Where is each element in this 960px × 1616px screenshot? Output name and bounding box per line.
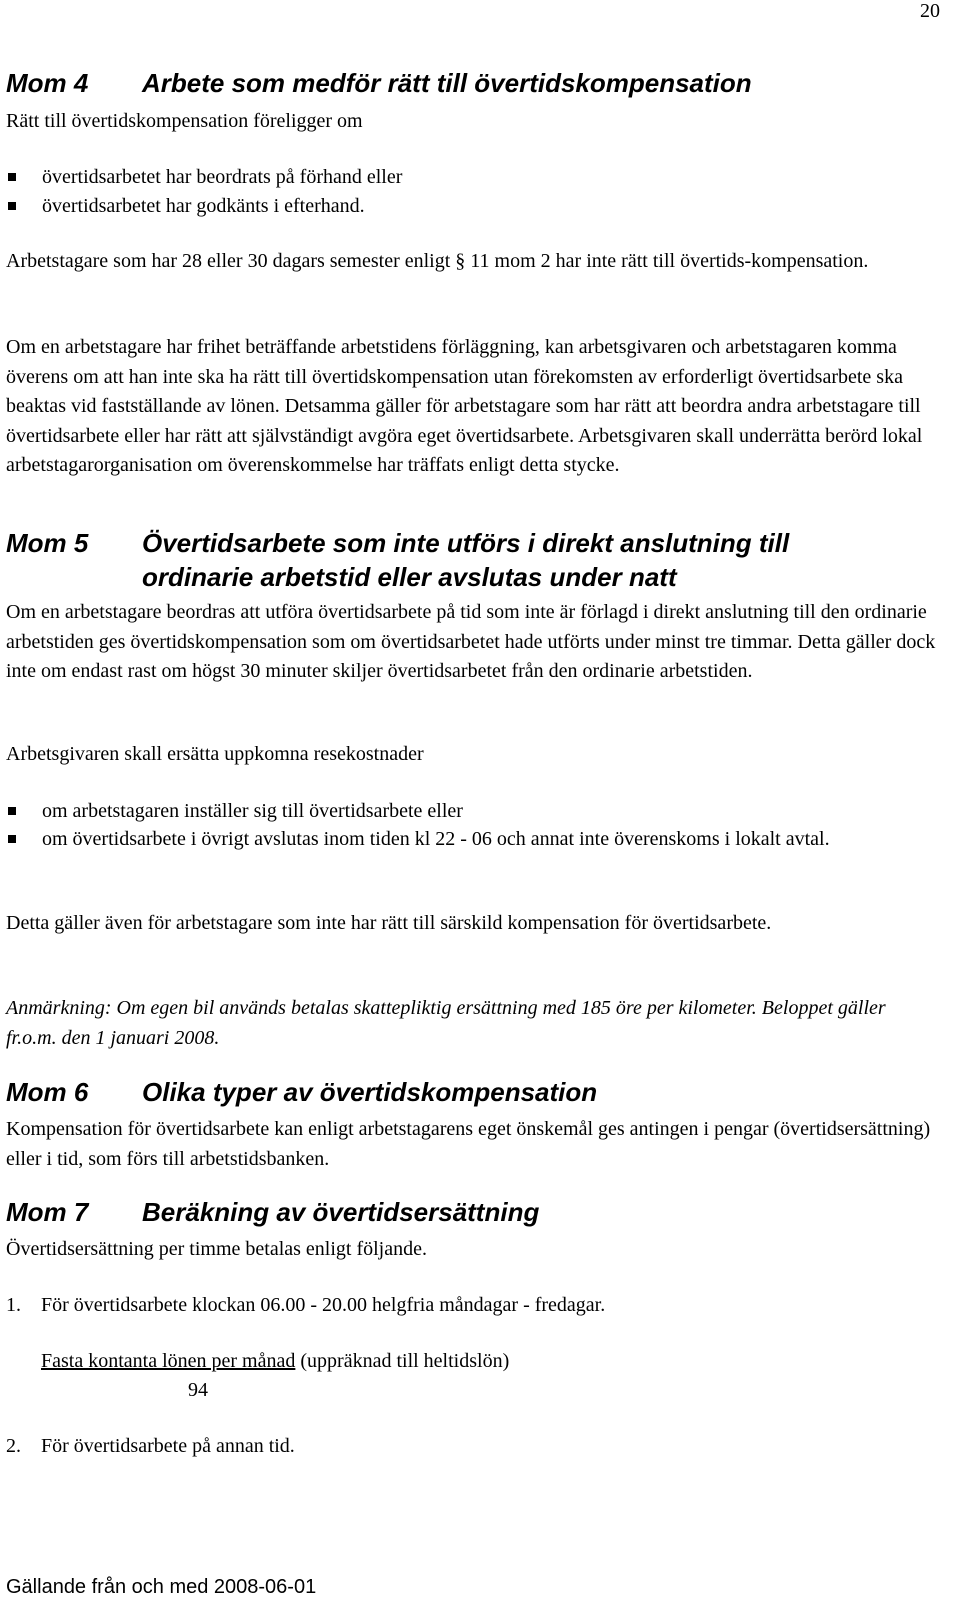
paragraph: Detta gäller även för arbetstagare som inte har rätt till särskild kompensation för övertidsarbete. [6, 912, 772, 934]
item-text: För övertidsarbete klockan 06.00 - 20.00 helgfria måndagar - fredagar. [41, 1294, 606, 1316]
intro-text: Övertidsersättning per timme betalas enligt följande. [6, 1238, 427, 1260]
list-item [6, 192, 936, 222]
bullet-icon [8, 173, 16, 181]
item-number: 2. [6, 1435, 21, 1457]
section-heading-mom4 [6, 66, 752, 100]
section-heading-mom5 [6, 526, 789, 594]
formula [41, 1347, 509, 1377]
paragraph: Kompensation för övertidsarbete kan enligt arbetstagarens eget önskemål ges antingen i pengar (övertidsersättning) eller i tid, som förs till arbetstidsbanken. [6, 1118, 931, 1170]
footer-text: Gällande från och med 2008-06-01 [6, 1576, 317, 1598]
bullet-icon [8, 202, 16, 210]
section-title: Beräkning av övertidsersättning [142, 1197, 540, 1227]
page-number: 20 [920, 0, 940, 22]
list-item-text: övertidsarbetet har godkänts i efterhand. [42, 195, 365, 217]
bullet-icon [8, 835, 16, 843]
section-title: Olika typer av övertidskompensation [142, 1077, 598, 1107]
section-title-line: ordinarie arbetstid eller avslutas under natt [142, 562, 677, 592]
section-heading-mom7 [6, 1195, 539, 1229]
section-title: Arbete som medför rätt till övertidskompensation [142, 68, 752, 98]
paragraph: Arbetstagare som har 28 eller 30 dagars semester enligt § 11 mom 2 har inte rätt till övertids-kompensation. [6, 250, 869, 272]
section-title [142, 526, 789, 594]
list-item-text: om arbetstagaren inställer sig till övertidsarbete eller [42, 800, 463, 822]
paragraph: Om en arbetstagare beordras att utföra övertidsarbete på tid som inte är förlagd i direkt anslutning till den ordinarie arbetstiden ges övertidskompensation som om övertidsarbetet hade utförts under minst tre timmar. Detta gäller dock inte om endast rast om högst 30 minuter skiljer övertidsarbetet från den ordinarie arbetstiden. [6, 601, 936, 682]
numbered-item [6, 1291, 605, 1321]
bullet-icon [8, 807, 16, 815]
section-label: Mom 4 [6, 68, 89, 98]
formula-denominator: 94 [188, 1379, 208, 1401]
formula-suffix: (uppräknad till heltidslön) [295, 1350, 510, 1372]
section-heading-mom6 [6, 1075, 597, 1109]
list-item [6, 163, 936, 193]
list-item [6, 825, 936, 855]
paragraph: Om en arbetstagare har frihet beträffande arbetstidens förläggning, kan arbetsgivaren och arbetstagaren komma överens om att han inte ska ha rätt till övertidskompensation utan förekomsten av erforderligt övertidsarbete ska beaktas vid fastställande av lönen. Detsamma gäller för arbetstagare som har rätt att beordra andra arbetstagare till övertidsarbete eller har rätt att självständigt avgöra eget övertidsarbete. Arbetsgivaren skall underrätta berörd lokal arbetstagarorganisation om överenskommelse har träffats enligt detta stycke. [6, 336, 923, 476]
item-text: För övertidsarbete på annan tid. [41, 1435, 295, 1457]
section-label: Mom 5 [6, 528, 89, 558]
note-text: Anmärkning: Om egen bil används betalas skattepliktig ersättning med 185 öre per kilometer. Beloppet gäller fr.o.m. den 1 januari 2008. [6, 997, 886, 1049]
list-item-text: om övertidsarbete i övrigt avslutas inom tiden kl 22 - 06 och annat inte överenskoms i lokalt avtal. [42, 828, 830, 850]
formula-numerator: Fasta kontanta lönen per månad [41, 1350, 296, 1372]
numbered-item [6, 1432, 295, 1462]
section-label: Mom 7 [6, 1197, 89, 1227]
list-item-text: övertidsarbetet har beordrats på förhand eller [42, 166, 403, 188]
intro-text: Rätt till övertidskompensation föreligger om [6, 110, 363, 132]
section-label: Mom 6 [6, 1077, 89, 1107]
section-title-line: Övertidsarbete som inte utförs i direkt anslutning till [142, 528, 790, 558]
item-number: 1. [6, 1294, 21, 1316]
list-item [6, 797, 936, 827]
paragraph: Arbetsgivaren skall ersätta uppkomna resekostnader [6, 743, 424, 765]
